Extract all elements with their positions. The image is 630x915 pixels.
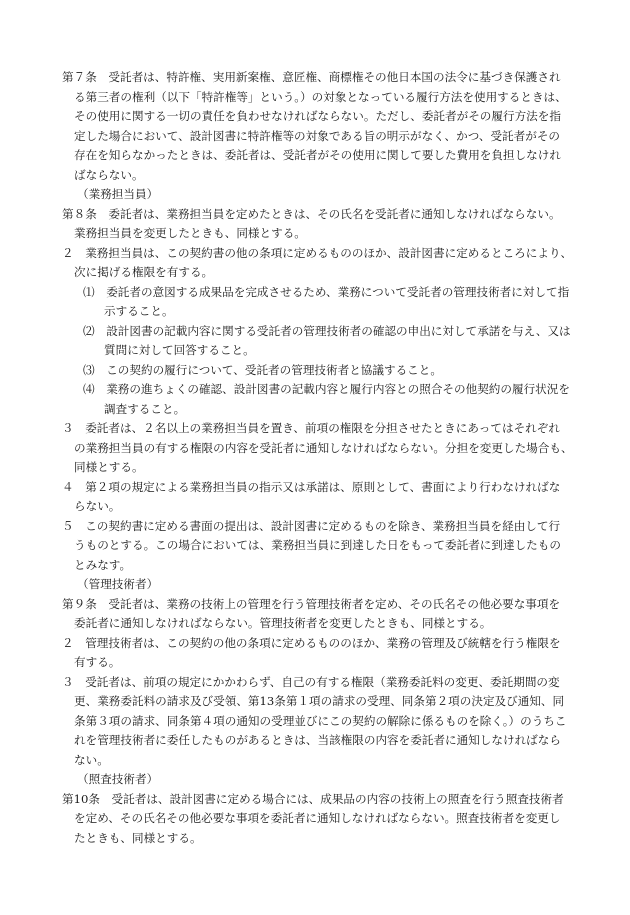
article-9-line: れを管理技術者に委任したものがあるときは、当該権限の内容を委託者に通知しなければなら (74, 733, 561, 747)
article-9-line: 条第３項の請求、同条第４項の通知の受理並びにこの契約の解除に係るものを除く。）のうちこ (74, 713, 567, 728)
article-10 (62, 790, 576, 849)
article-8-item-4: ⑷ 業務の進ちょくの確認、設計図書の記載内容と履行内容との照合その他契約の履行状況を (83, 382, 570, 396)
article-7 (62, 68, 576, 185)
article-8-line: 次に掲げる権限を有する。 (74, 265, 214, 279)
article-9-line: 有する。 (74, 655, 121, 669)
article-8-line: 質問に対して回答すること。 (104, 343, 255, 357)
article-8-para-4: ４ 第２項の規定による業務担当員の指示又は承諾は、原則として、書面により行わなければな (62, 479, 561, 494)
heading-article-10: （照査技術者） (77, 772, 159, 786)
article-8-line: らない。 (74, 499, 121, 513)
article-7-line: 定した場合において、設計図書に特許権等の対象である旨の明示がなく、かつ、受託者がその (74, 128, 561, 143)
article-8-line: の業務担当員の有する権限の内容を受託者に通知しなければならない。分担を変更した場合も、 (74, 440, 573, 455)
article-9-line: 更、業務委託料の請求及び受領、第13条第１項の請求の受理、同条第２項の決定及び通知、同 (74, 694, 565, 708)
article-7-line: る第三者の権利（以下「特許権等」という。）の対象となっている履行方法を使用するときは、 (74, 89, 567, 104)
article-8-para-5: ５ この契約書に定める書面の提出は、設計図書に定めるものを除き、業務担当員を経由して行 (62, 518, 561, 533)
article-10-line: を定め、その氏名その他必要な事項を委託者に通知しなければならない。照査技術者を変更し (74, 811, 561, 825)
article-7-line: ばならない。 (74, 167, 144, 182)
heading-article-9: （管理技術者） (77, 577, 159, 591)
article-10-line: 第10条 受託者は、設計図書に定める場合には、成果品の内容の技術上の照査を行う照査技術者 (62, 791, 564, 806)
article-8-para-3: ３ 委託者は、２名以上の業務担当員を置き、前項の権限を分担させたときにあってはそれぞれ (62, 421, 560, 435)
article-8-line: 調査すること。 (104, 401, 186, 416)
article-9-line: 第９条 受託者は、業務の技術上の管理を行う管理技術者を定め、その氏名その他必要な事項を (62, 596, 561, 611)
article-9-para-2: ２ 管理技術者は、この契約の他の条項に定めるもののほか、業務の管理及び統轄を行う権限を (62, 635, 561, 650)
article-8-line: とみなす。 (74, 557, 132, 572)
article-9-line: 委託者に通知しなければならない。管理技術者を変更したときも、同様とする。 (74, 616, 492, 630)
article-8-item-2: ⑵ 設計図書の記載内容に関する受託者の管理技術者の確認の申出に対して承諾を与え、又は (83, 323, 571, 338)
article-7-line: 存在を知らなかったときは、委託者は、受託者がその使用に関して要した費用を負担しなけれ (74, 148, 561, 162)
article-8-line: 同様とする。 (74, 460, 144, 474)
article-8-line: うものとする。この場合においては、業務担当員に到達した日をもって委託者に到達したもの (74, 538, 561, 552)
article-8 (62, 205, 576, 576)
article-9-para-3: ３ 受託者は、前項の規定にかかわらず、自己の有する権限（業務委託料の変更、委託期間の変 (62, 674, 560, 689)
article-8-item-1: ⑴ 委託者の意図する成果品を完成させるため、業務について受託者の管理技術者に対して指 (83, 284, 570, 299)
article-10-line: たときも、同様とする。 (74, 830, 202, 845)
article-8-line: 示すること。 (104, 304, 174, 318)
article-9 (62, 595, 576, 771)
article-8-para-2: ２ 業務担当員は、この契約書の他の条項に定めるもののほか、設計図書に定めるところにより、 (62, 245, 573, 260)
article-7-line: 第７条 受託者は、特許権、実用新案権、意匠権、商標権その他日本国の法令に基づき保護され (62, 70, 561, 84)
document-body (62, 68, 576, 848)
article-7-line: その使用に関する一切の責任を負わせなければならない。ただし、委託者がその履行方法を指 (74, 109, 561, 123)
article-8-line: 第８条 委託者は、業務担当員を定めたときは、その氏名を受託者に通知しなければならない。 (62, 206, 561, 221)
article-8-line: 業務担当員を変更したときも、同様とする。 (74, 226, 306, 240)
heading-article-8: （業務担当員） (77, 187, 159, 201)
article-8-item-3: ⑶ この契約の履行について、受託者の管理技術者と協議すること。 (83, 362, 442, 377)
article-9-line: ない。 (74, 752, 109, 767)
